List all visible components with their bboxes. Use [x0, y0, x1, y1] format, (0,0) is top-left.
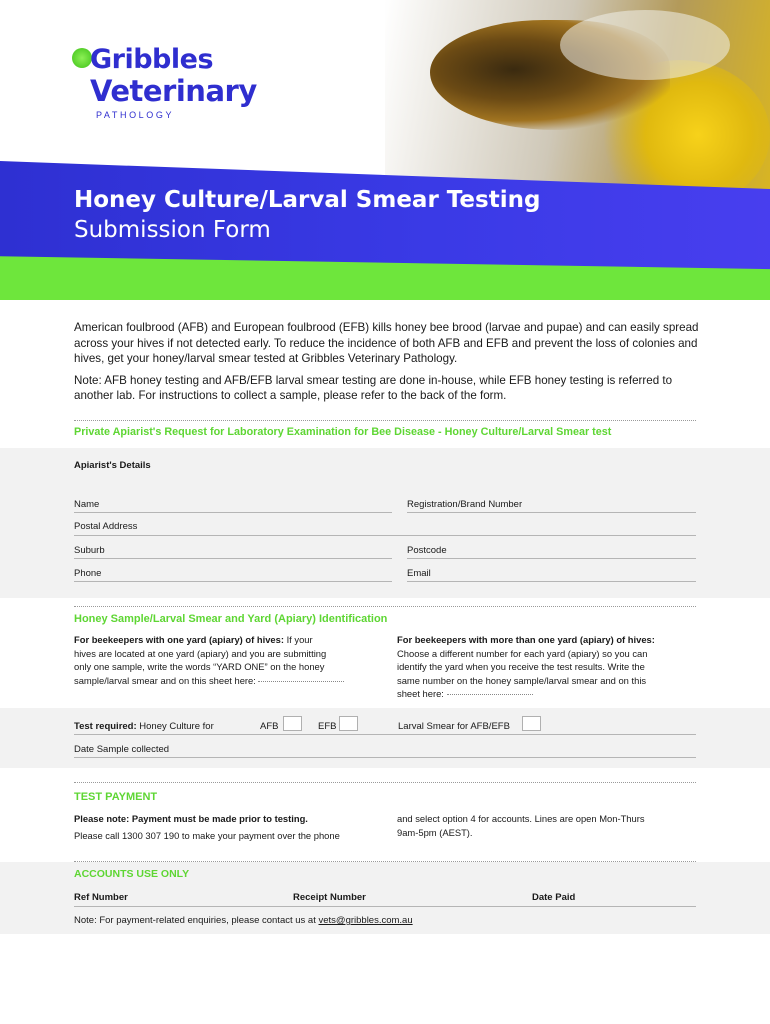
- postal-address-field[interactable]: [74, 535, 696, 536]
- divider: [74, 606, 696, 607]
- name-field[interactable]: [74, 512, 392, 513]
- test-required-underline: [74, 734, 696, 735]
- postcode-field[interactable]: [407, 558, 696, 559]
- bee-wing-image: [560, 10, 730, 80]
- suburb-field[interactable]: [74, 558, 392, 559]
- efb-label: EFB: [318, 721, 337, 732]
- accounts-underline: [74, 906, 696, 907]
- date-collected-field[interactable]: [74, 757, 696, 758]
- header-banner: [0, 0, 770, 300]
- contact-email-link[interactable]: vets@gribbles.com.au: [318, 915, 413, 926]
- receipt-number-label: Receipt Number: [293, 892, 366, 903]
- payment-note: Please note: Payment must be made prior to testing.: [74, 813, 308, 824]
- afb-label: AFB: [260, 721, 279, 732]
- payment-option-1: and select option 4 for accounts. Lines are open Mon-Thurs: [397, 813, 645, 824]
- name-label: Name: [74, 499, 100, 510]
- request-heading: Private Apiarist's Request for Laboratory Examination for Bee Disease - Honey Culture/Larval Smear test: [74, 426, 612, 438]
- accounts-note-text: Note: For payment-related enquiries, please contact us at: [74, 915, 319, 926]
- larval-smear-checkbox[interactable]: [522, 716, 541, 731]
- afb-checkbox[interactable]: [283, 716, 302, 731]
- postcode-label: Postcode: [407, 545, 447, 556]
- multi-yard-field[interactable]: [447, 694, 533, 695]
- page-title: Honey Culture/Larval Smear Testing: [74, 187, 541, 213]
- logo-text-gribbles: Gribbles: [90, 44, 214, 75]
- phone-label: Phone: [74, 568, 102, 579]
- multi-yard-text-3: same number on the honey sample/larval smear and on this: [397, 674, 647, 686]
- multi-yard-text-4: sheet here:: [397, 688, 444, 700]
- honey-culture-label: Honey Culture for: [139, 721, 214, 732]
- logo-globe-icon: [72, 48, 92, 68]
- logo: [72, 44, 302, 124]
- multi-yard-text-1: Choose a different number for each yard (apiary) so you can: [397, 647, 648, 659]
- date-paid-label: Date Paid: [532, 892, 576, 903]
- registration-field[interactable]: [407, 512, 696, 513]
- multi-yard-text-2: identify the yard when you receive the test results. Write the: [397, 661, 645, 673]
- phone-field[interactable]: [74, 581, 392, 582]
- one-yard-text-3: only one sample, write the words “YARD ONE” on the honey: [74, 661, 325, 673]
- test-required-section: [0, 708, 770, 768]
- logo-text-pathology: PATHOLOGY: [96, 110, 175, 120]
- multi-yard-instructions: [397, 633, 697, 701]
- one-yard-field[interactable]: [258, 681, 344, 682]
- one-yard-instructions: [74, 633, 374, 687]
- payment-options: [397, 812, 697, 839]
- logo-text-veterinary: Veterinary: [90, 74, 257, 108]
- email-label: Email: [407, 568, 431, 579]
- accounts-note: [74, 915, 413, 926]
- payment-heading: TEST PAYMENT: [74, 791, 158, 803]
- sample-heading: Honey Sample/Larval Smear and Yard (Apiary) Identification: [74, 613, 388, 625]
- payment-option-2: 9am-5pm (AEST).: [397, 826, 473, 838]
- one-yard-text-2: hives are located at one yard (apiary) and you are submitting: [74, 647, 327, 659]
- page-subtitle: Submission Form: [74, 217, 271, 243]
- accounts-heading: ACCOUNTS USE ONLY: [74, 868, 190, 880]
- intro-paragraph-2: Note: AFB honey testing and AFB/EFB larval smear testing are done in-house, while EFB honey testing is referred to another lab. For instructions to collect a sample, please refer to the back of the form.: [74, 373, 673, 403]
- divider: [74, 420, 696, 421]
- payment-call: Please call 1300 307 190 to make your payment over the phone: [74, 830, 340, 841]
- date-collected-label: Date Sample collected: [74, 744, 170, 755]
- multi-yard-bold: For beekeepers with more than one yard (apiary) of hives:: [397, 634, 655, 645]
- suburb-label: Suburb: [74, 545, 105, 556]
- one-yard-bold: For beekeepers with one yard (apiary) of hives:: [74, 634, 284, 645]
- postal-address-label: Postal Address: [74, 521, 138, 532]
- registration-label: Registration/Brand Number: [407, 499, 523, 510]
- one-yard-text-1: If your: [283, 634, 313, 645]
- one-yard-text-4: sample/larval smear and on this sheet here:: [74, 674, 256, 686]
- test-required-row: [74, 721, 214, 732]
- test-required-label: Test required:: [74, 721, 137, 732]
- larval-smear-label: Larval Smear for AFB/EFB: [398, 721, 510, 732]
- intro-paragraph-1: American foulbrood (AFB) and European foulbrood (EFB) kills honey bee brood (larvae and pupae) and can easily spread across your hives if not detected early. To reduce the incidence of both AFB and EFB and prevent the loss of colonies and hives, get your honey/larval smear tested at Gribbles Veterinary Pathology.: [74, 321, 699, 366]
- ref-number-label: Ref Number: [74, 892, 128, 903]
- intro-text: [74, 320, 704, 410]
- divider: [74, 782, 696, 783]
- email-field[interactable]: [407, 581, 696, 582]
- apiarist-heading: Apiarist's Details: [74, 460, 151, 471]
- efb-checkbox[interactable]: [339, 716, 358, 731]
